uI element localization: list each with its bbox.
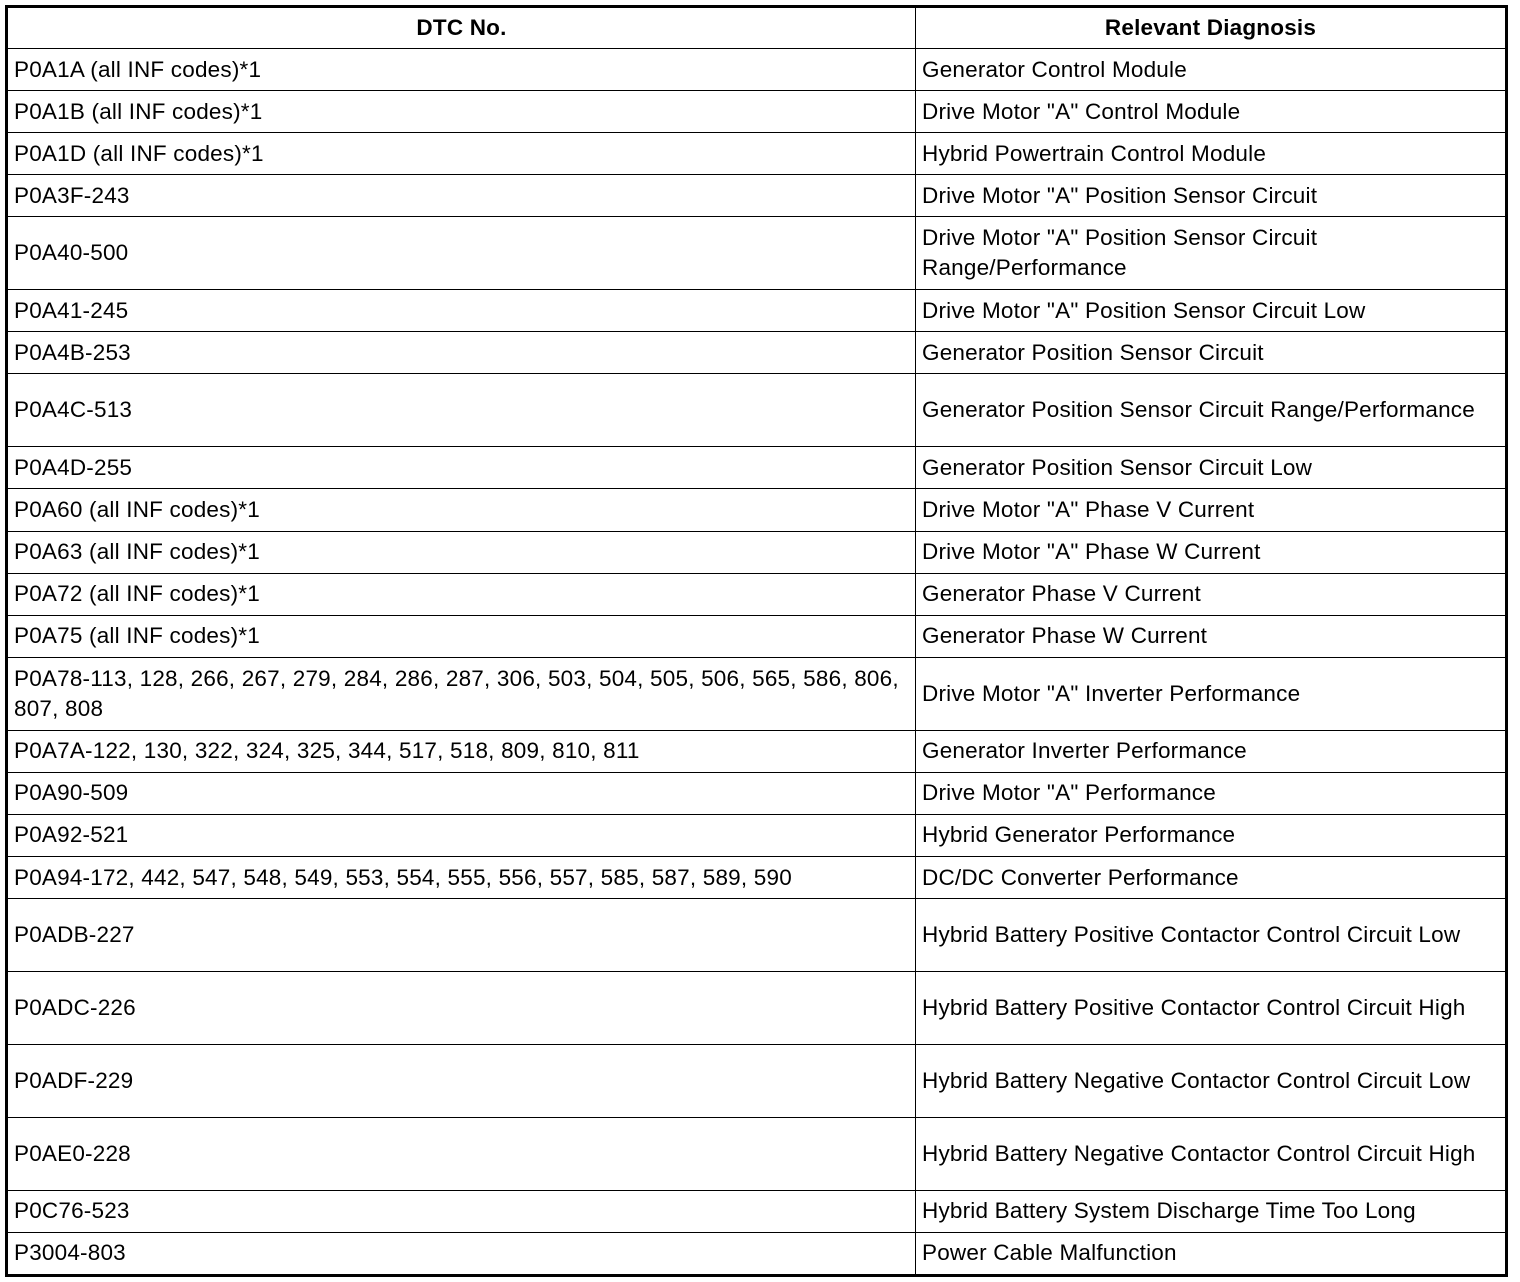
diagnosis-cell: Drive Motor "A" Phase V Current [916,489,1506,531]
dtc-table [7,7,1506,1275]
diagnosis-cell: Generator Position Sensor Circuit [916,332,1506,374]
diagnosis-cell: Hybrid Battery Negative Contactor Control Circuit Low [916,1044,1506,1117]
dtc-cell: P0AE0-228 [8,1117,916,1190]
table-row [8,91,1506,133]
dtc-cell: P0A1A (all INF codes)*1 [8,49,916,91]
diagnosis-cell: Hybrid Battery Negative Contactor Control Circuit High [916,1117,1506,1190]
diagnosis-cell: Hybrid Battery Positive Contactor Control Circuit Low [916,899,1506,972]
dtc-cell: P0C76-523 [8,1190,916,1232]
diagnosis-cell: Drive Motor "A" Position Sensor Circuit Low [916,290,1506,332]
diagnosis-cell: Generator Control Module [916,49,1506,91]
diagnosis-cell: Hybrid Battery System Discharge Time Too Long [916,1190,1506,1232]
dtc-cell: P0A78-113, 128, 266, 267, 279, 284, 286, 287, 306, 503, 504, 505, 506, 565, 586, 806, 807, 808 [8,657,916,730]
diagnosis-cell: Drive Motor "A" Phase W Current [916,531,1506,573]
table-row [8,899,1506,972]
header-row [8,8,1506,49]
dtc-cell: P0ADB-227 [8,899,916,972]
table-row [8,217,1506,290]
table-row [8,657,1506,730]
diagnosis-cell: Drive Motor "A" Position Sensor Circuit Range/Performance [916,217,1506,290]
table-row [8,447,1506,489]
table-row [8,489,1506,531]
diagnosis-cell: Hybrid Powertrain Control Module [916,133,1506,175]
dtc-cell: P0ADC-226 [8,971,916,1044]
diagnosis-cell: DC/DC Converter Performance [916,856,1506,898]
header-relevant-diagnosis: Relevant Diagnosis [916,8,1506,49]
diagnosis-cell: Hybrid Battery Positive Contactor Control Circuit High [916,971,1506,1044]
header-dtc-no: DTC No. [8,8,916,49]
dtc-table-container [5,5,1508,1277]
table-row [8,49,1506,91]
table-row [8,772,1506,814]
table-row [8,290,1506,332]
table-row [8,615,1506,657]
table-row [8,374,1506,447]
dtc-cell: P0A75 (all INF codes)*1 [8,615,916,657]
diagnosis-cell: Power Cable Malfunction [916,1232,1506,1274]
diagnosis-cell: Generator Position Sensor Circuit Low [916,447,1506,489]
table-row [8,856,1506,898]
table-row [8,1190,1506,1232]
dtc-cell: P3004-803 [8,1232,916,1274]
dtc-cell: P0A72 (all INF codes)*1 [8,573,916,615]
table-row [8,133,1506,175]
table-row [8,1232,1506,1274]
diagnosis-cell: Generator Phase W Current [916,615,1506,657]
dtc-cell: P0A7A-122, 130, 322, 324, 325, 344, 517, 518, 809, 810, 811 [8,730,916,772]
dtc-cell: P0A41-245 [8,290,916,332]
diagnosis-cell: Hybrid Generator Performance [916,814,1506,856]
dtc-cell: P0A4C-513 [8,374,916,447]
dtc-cell: P0A1B (all INF codes)*1 [8,91,916,133]
dtc-cell: P0A90-509 [8,772,916,814]
dtc-cell: P0A4B-253 [8,332,916,374]
table-row [8,175,1506,217]
dtc-cell: P0A1D (all INF codes)*1 [8,133,916,175]
diagnosis-cell: Generator Position Sensor Circuit Range/Performance [916,374,1506,447]
diagnosis-cell: Drive Motor "A" Control Module [916,91,1506,133]
dtc-cell: P0A92-521 [8,814,916,856]
table-row [8,971,1506,1044]
dtc-cell: P0A60 (all INF codes)*1 [8,489,916,531]
table-row [8,730,1506,772]
table-row [8,332,1506,374]
table-row [8,1044,1506,1117]
diagnosis-cell: Drive Motor "A" Position Sensor Circuit [916,175,1506,217]
table-row [8,1117,1506,1190]
dtc-cell: P0A94-172, 442, 547, 548, 549, 553, 554, 555, 556, 557, 585, 587, 589, 590 [8,856,916,898]
table-row [8,573,1506,615]
diagnosis-cell: Generator Phase V Current [916,573,1506,615]
table-row [8,814,1506,856]
dtc-cell: P0A4D-255 [8,447,916,489]
diagnosis-cell: Drive Motor "A" Performance [916,772,1506,814]
dtc-cell: P0A3F-243 [8,175,916,217]
diagnosis-cell: Generator Inverter Performance [916,730,1506,772]
table-body [8,49,1506,1275]
dtc-cell: P0A63 (all INF codes)*1 [8,531,916,573]
table-row [8,531,1506,573]
dtc-cell: P0A40-500 [8,217,916,290]
diagnosis-cell: Drive Motor "A" Inverter Performance [916,657,1506,730]
dtc-cell: P0ADF-229 [8,1044,916,1117]
